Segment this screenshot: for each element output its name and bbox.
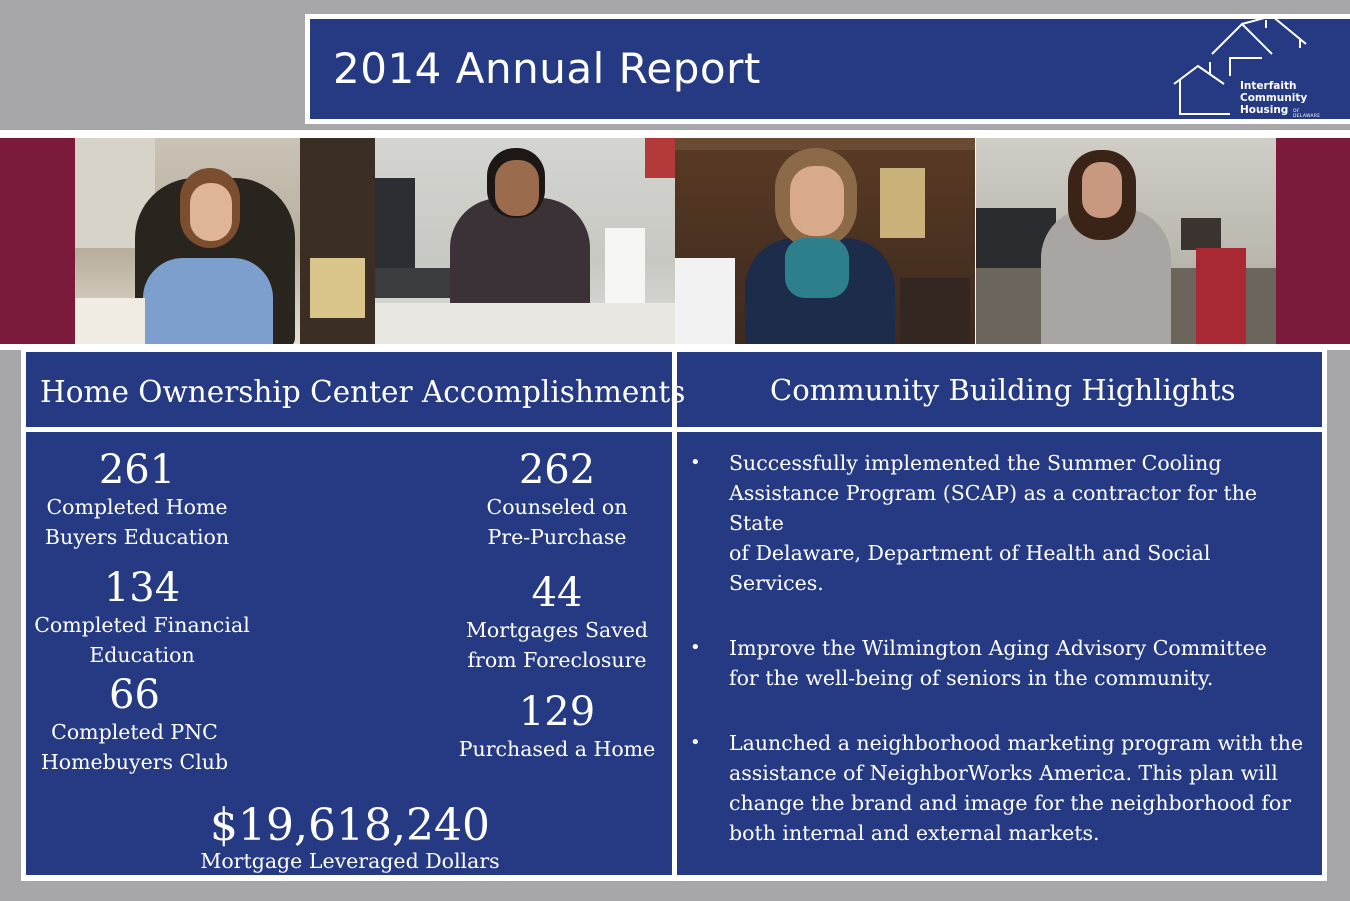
stat-value: 261 <box>98 447 176 493</box>
stat-value: 66 <box>109 672 160 718</box>
bullet-line: Successfully implemented the Summer Cooling <box>729 451 1222 475</box>
stat-label: Completed Financial <box>34 613 250 637</box>
organization-logo <box>1170 14 1320 124</box>
staff-photo-3 <box>675 138 975 344</box>
total-value: $19,618,240 <box>210 800 490 851</box>
total-label: Mortgage Leveraged Dollars <box>200 849 500 873</box>
stat-purchased-home <box>457 690 657 764</box>
staff-photo-4 <box>976 138 1276 344</box>
maroon-band-right <box>1276 138 1350 344</box>
stat-financial-education <box>32 566 252 670</box>
stat-label: Purchased a Home <box>458 737 656 761</box>
stat-label: Mortgages Saved <box>465 618 649 642</box>
list-item <box>690 728 1310 848</box>
stat-value: 44 <box>531 570 583 616</box>
bullet-line: Improve the Wilmington Aging Advisory Committee <box>729 636 1267 660</box>
stat-label: Education <box>89 643 195 667</box>
maroon-band-left <box>0 138 75 344</box>
list-item <box>690 633 1310 693</box>
list-item <box>690 448 1310 598</box>
stat-counseled-pre-purchase <box>457 448 657 552</box>
stat-label: Completed Home <box>46 495 228 519</box>
staff-photo-2 <box>375 138 675 344</box>
stat-home-buyers-education <box>32 448 242 552</box>
logo-text-line-2: Community <box>1240 92 1308 104</box>
bullet-icon: • <box>690 637 701 658</box>
bullet-line: both internal and external markets. <box>729 821 1100 845</box>
bullet-line: Launched a neighborhood marketing program with the <box>729 731 1304 755</box>
stat-label: Counseled on <box>486 495 628 519</box>
stat-mortgages-saved <box>457 571 657 675</box>
logo-text-line-1: Interfaith <box>1240 80 1297 92</box>
bullet-line: change the brand and image for the neighborhood for <box>729 791 1292 815</box>
logo-text-line-3: Housing <box>1240 104 1289 116</box>
stat-mortgage-leveraged-dollars <box>150 800 550 873</box>
community-building-heading: Community Building Highlights <box>770 373 1236 407</box>
stat-value: 134 <box>103 565 181 611</box>
home-ownership-heading: Home Ownership Center Accomplishments <box>40 375 686 409</box>
stat-label: Completed PNC <box>51 720 218 744</box>
page-title: 2014 Annual Report <box>333 44 761 93</box>
stat-pnc-homebuyers-club <box>32 673 237 777</box>
bullet-line: Assistance Program (SCAP) as a contractor for the State <box>729 481 1258 535</box>
staff-photo-1 <box>75 138 375 344</box>
stat-label: Buyers Education <box>44 525 230 549</box>
stat-value: 129 <box>518 689 596 735</box>
bullet-icon: • <box>690 732 701 753</box>
bullet-icon: • <box>690 452 701 473</box>
stat-label: Pre-Purchase <box>487 525 627 549</box>
bullet-line: assistance of NeighborWorks America. This plan will <box>729 761 1278 785</box>
bullet-line: of Delaware, Department of Health and Social Services. <box>729 541 1211 595</box>
stat-value: 262 <box>518 447 596 493</box>
bullet-line: for the well-being of seniors in the community. <box>729 666 1214 690</box>
stat-label: Homebuyers Club <box>40 750 229 774</box>
stat-label: from Foreclosure <box>467 648 647 672</box>
logo-subtext: OF DELAWARE <box>1293 109 1321 119</box>
highlights-list <box>690 448 1310 883</box>
